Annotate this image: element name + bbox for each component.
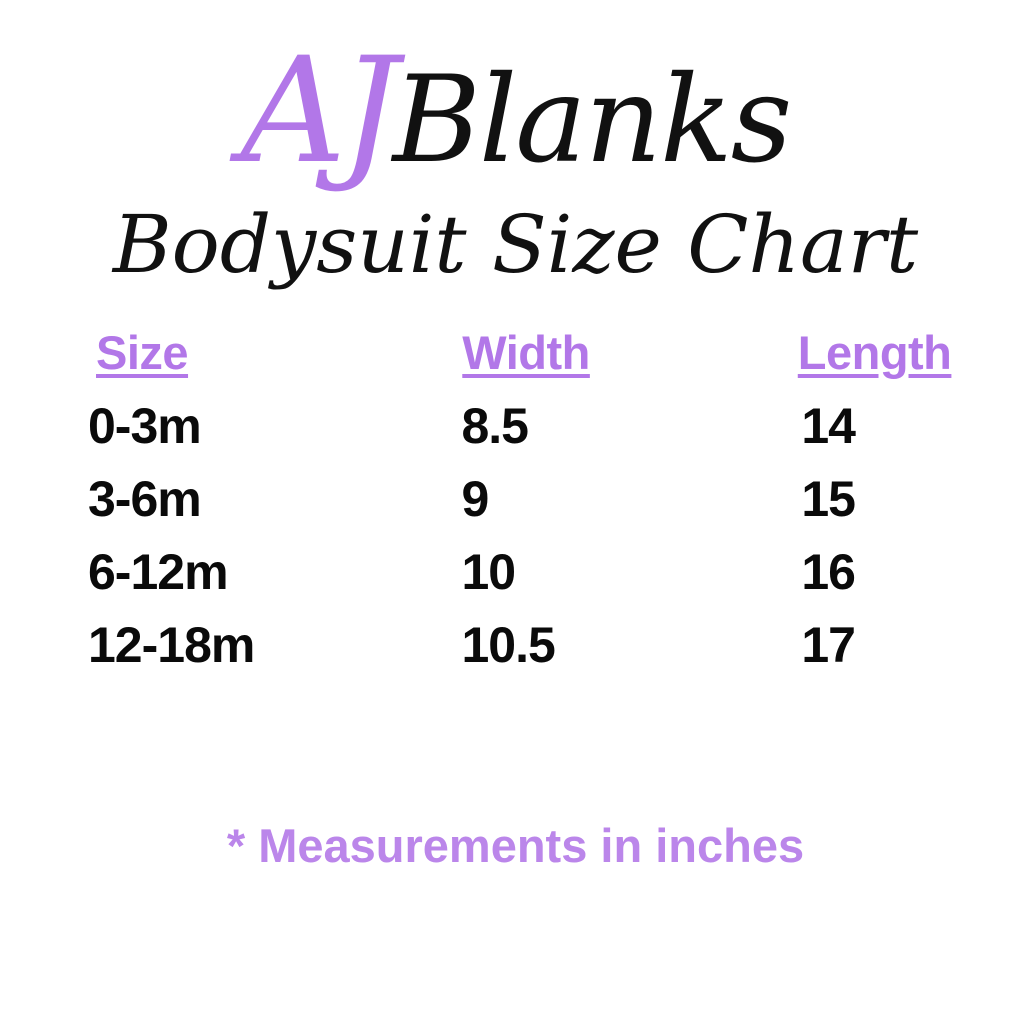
cell-length: 15: [801, 471, 855, 527]
cell-width: 10.5: [461, 617, 555, 673]
cell-size: 0-3m: [88, 398, 201, 454]
cell-length: 17: [801, 617, 855, 673]
column-header-width: Width: [462, 326, 590, 379]
table-header-row: [78, 325, 1008, 390]
column-header-length: Length: [797, 326, 952, 379]
page-title: Bodysuit Size Chart: [112, 198, 919, 291]
brand-logo: [0, 26, 1031, 196]
cell-width: 10: [461, 544, 516, 600]
table-row: [78, 463, 1008, 536]
table-row: [78, 536, 1008, 609]
brand-name-aj: AJ: [240, 26, 393, 196]
cell-size: 3-6m: [88, 471, 201, 527]
cell-size: 12-18m: [88, 617, 255, 673]
cell-length: 14: [801, 398, 855, 454]
column-header-size: Size: [96, 326, 189, 379]
cell-width: 8.5: [461, 398, 528, 454]
brand-name-blanks: Blanks: [392, 51, 791, 190]
cell-width: 9: [461, 471, 489, 527]
cell-size: 6-12m: [88, 544, 228, 600]
cell-length: 16: [801, 544, 855, 600]
table-row: [78, 609, 1008, 682]
measurement-note: * Measurements in inches: [226, 819, 805, 872]
table-row: [78, 390, 1008, 463]
size-chart-table: [78, 325, 1008, 682]
